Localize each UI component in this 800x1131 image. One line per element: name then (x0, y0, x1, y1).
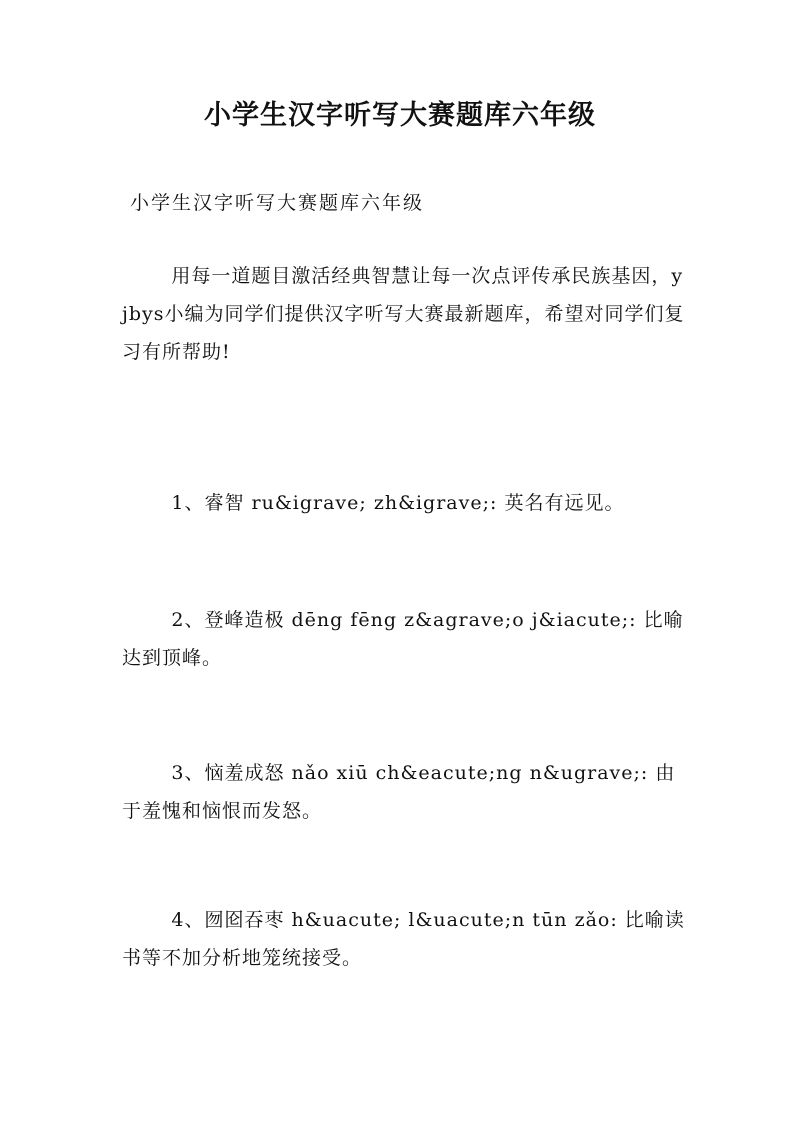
vocab-item-1: 1、睿智 ru&igrave; zh&igrave;: 英名有远见。 (171, 492, 625, 514)
vocab-item-3: 3、恼羞成怒 nǎo xiū ch&eacute;ng n&ugrave;: 由于羞愧和恼恨而发怒。 (122, 762, 676, 822)
document-subtitle: 小学生汉字听写大赛题库六年级 (130, 192, 425, 214)
vocab-item-4: 4、囫囵吞枣 h&uacute; l&uacute;n tūn zǎo: 比喻读书等不加分析地笼统接受。 (122, 909, 685, 969)
vocab-item-2: 2、登峰造极 dēng fēng z&agrave;o j&iacute;: 比喻达到顶峰。 (122, 609, 684, 669)
document-title: 小学生汉字听写大赛题库六年级 (204, 100, 596, 131)
intro-paragraph: 用每一道题目激活经典智慧让每一次点评传承民族基因，yjbys小编为同学们提供汉字听写大赛最新题库，希望对同学们复习有所帮助! (122, 265, 685, 363)
